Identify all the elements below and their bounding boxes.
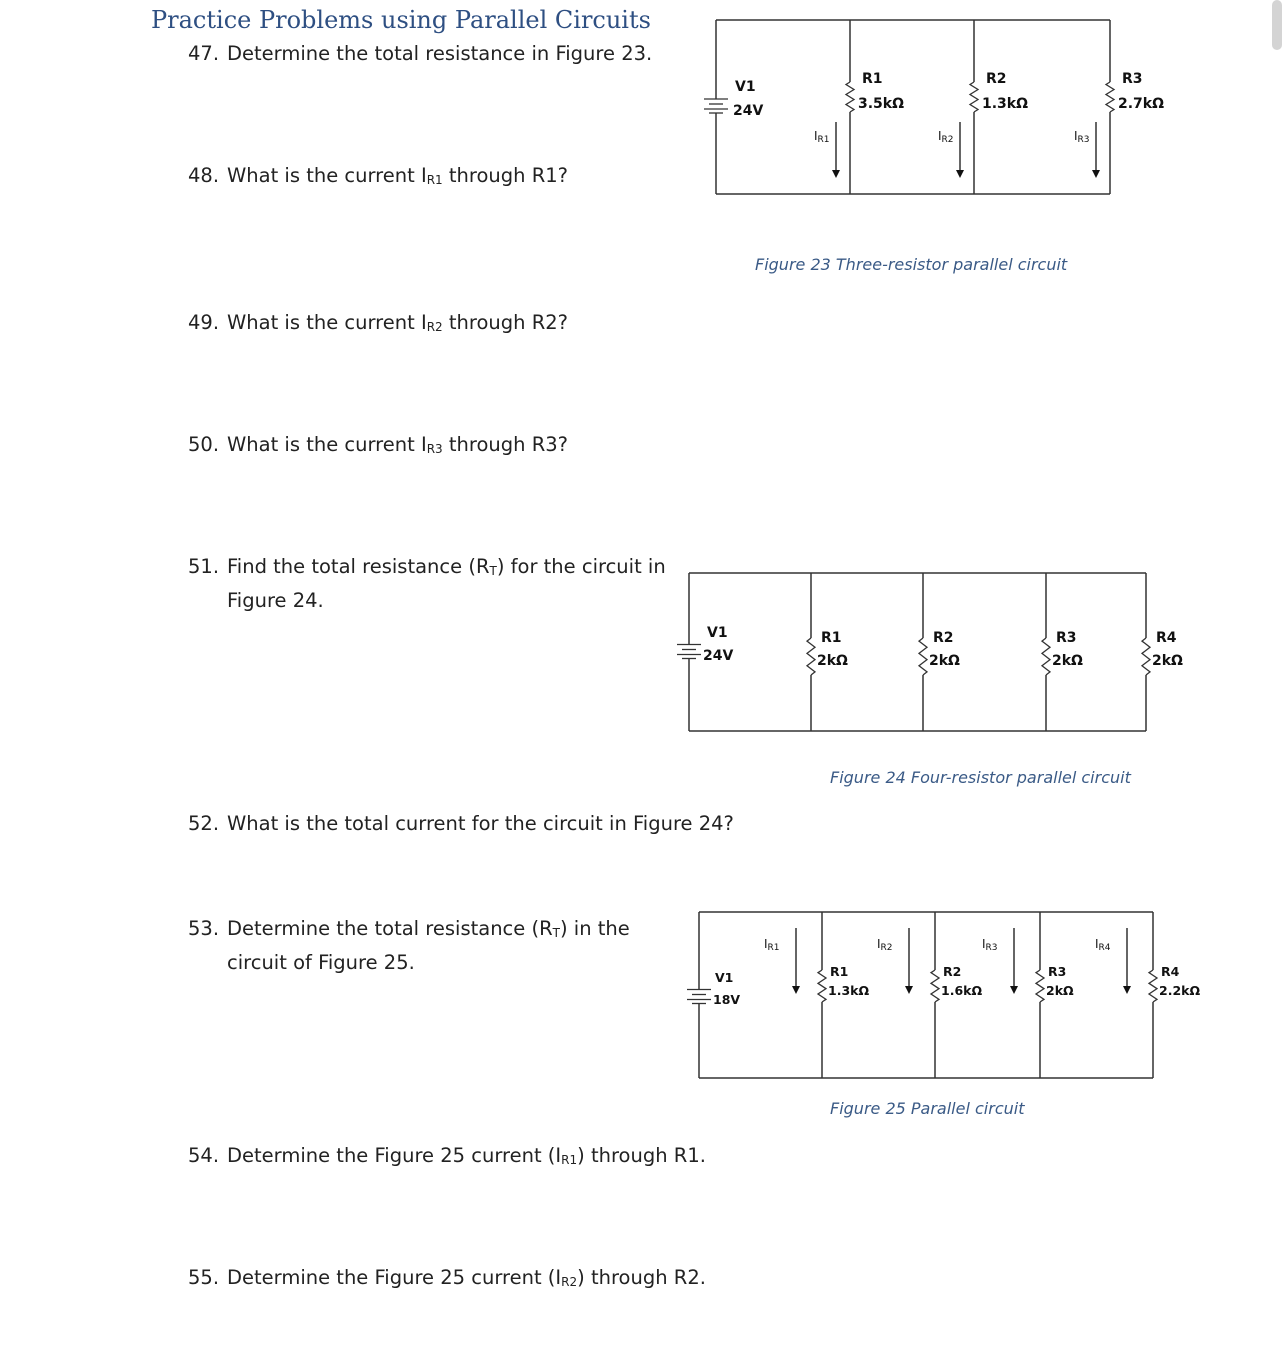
current-symbol: I [764,937,768,951]
resistor-name: R1 [862,71,883,87]
question-text: What is the current I [227,311,427,334]
current-symbol: I [938,129,942,143]
current-label [1074,129,1090,145]
question-text: What is the current I [227,433,427,456]
question-text: ) through R1. [577,1144,706,1167]
current-symbol: I [982,937,986,951]
current-label [938,129,954,145]
current-label [1095,937,1111,953]
subscript: R2 [561,1275,578,1289]
page-title: Practice Problems using Parallel Circuits [151,6,651,34]
subscript: R2 [426,320,443,334]
source-name: V1 [715,970,734,985]
resistor-value: 2kΩ [929,653,960,669]
figure-24-caption: Figure 24 Four-resistor parallel circuit [830,768,1131,787]
source-value: 24V [703,648,734,664]
question-text-line2: Figure 24. [227,589,324,612]
resistor-name: R2 [986,71,1007,87]
question-number: 55. [188,1266,220,1289]
question-text: What is the total current for the circuit in Figure 24? [227,812,734,835]
figure-24-circuit [677,573,1183,731]
current-label [814,129,830,145]
figure-23-circuit [704,20,1164,194]
question-text: ) for the circuit in [496,555,666,578]
source-value: 24V [733,103,764,119]
question-text: ) through R2. [577,1266,706,1289]
question-text: What is the current I [227,164,427,187]
subscript: R1 [561,1153,578,1167]
resistor-name: R1 [830,964,849,979]
subscript: R1 [426,173,443,187]
subscript: R3 [426,442,443,456]
current-label [877,937,893,953]
current-arrow-head [792,986,800,994]
current-subscript: R4 [1098,943,1111,953]
resistor-zigzag [1142,638,1150,675]
resistor-value: 2.2kΩ [1159,983,1201,998]
resistor-name: R1 [821,630,842,646]
current-symbol: I [1095,937,1099,951]
current-arrow-head [832,170,840,178]
question-number: 48. [188,164,220,187]
scrollbar[interactable] [1272,0,1282,50]
figure-25-caption: Figure 25 Parallel circuit [830,1099,1025,1118]
resistor-value: 3.5kΩ [858,96,905,112]
question-number: 47. [188,42,220,65]
question-text-line2: circuit of Figure 25. [227,951,415,974]
question-number: 52. [188,812,220,835]
resistor-zigzag [970,82,978,112]
current-symbol: I [814,129,818,143]
source-name: V1 [707,625,728,641]
question-number: 51. [188,555,220,578]
current-subscript: R3 [985,943,998,953]
question-text: Determine the Figure 25 current (I [227,1266,562,1289]
resistor-value: 2kΩ [1152,653,1183,669]
resistor-value: 2.7kΩ [1118,96,1165,112]
resistor-zigzag [807,638,815,675]
current-subscript: R3 [1077,135,1090,145]
current-subscript: R1 [767,943,780,953]
question-number: 50. [188,433,220,456]
question-number: 49. [188,311,220,334]
resistor-name: R4 [1161,964,1180,979]
subscript: T [552,926,560,940]
resistor-name: R2 [933,630,954,646]
resistor-zigzag [931,970,939,1002]
resistor-value: 2kΩ [1052,653,1083,669]
question-text: through R3? [442,433,569,456]
resistor-value: 2kΩ [817,653,848,669]
resistor-zigzag [1149,970,1157,1002]
current-symbol: I [1074,129,1078,143]
source-name: V1 [735,79,756,95]
current-subscript: R2 [880,943,893,953]
question-text: ) in the [559,917,630,940]
current-symbol: I [877,937,881,951]
resistor-zigzag [919,638,927,675]
resistor-zigzag [1106,82,1114,112]
current-subscript: R2 [941,135,954,145]
resistor-value: 2kΩ [1046,983,1074,998]
question-text: through R2? [442,311,569,334]
current-arrow-head [956,170,964,178]
figure-23-caption: Figure 23 Three-resistor parallel circuit [755,255,1068,274]
resistor-value: 1.3kΩ [828,983,870,998]
question-text: Determine the Figure 25 current (I [227,1144,562,1167]
resistor-zigzag [1036,970,1044,1002]
resistor-name: R3 [1048,964,1067,979]
question-number: 53. [188,917,220,940]
question-text: Find the total resistance (R [227,555,490,578]
current-arrow-head [1123,986,1131,994]
current-arrow-head [1010,986,1018,994]
current-label [982,937,998,953]
resistor-zigzag [1042,638,1050,675]
resistor-value: 1.6kΩ [941,983,983,998]
question-number: 54. [188,1144,220,1167]
resistor-name: R3 [1122,71,1143,87]
resistor-name: R2 [943,964,962,979]
current-arrow-head [905,986,913,994]
question-text: through R1? [442,164,569,187]
resistor-name: R4 [1156,630,1177,646]
figure-25-circuit [687,912,1200,1078]
subscript: T [489,564,497,578]
question-text: Determine the total resistance in Figure 23. [227,42,653,65]
current-subscript: R1 [817,135,830,145]
resistor-name: R3 [1056,630,1077,646]
resistor-zigzag [846,82,854,112]
source-value: 18V [713,992,741,1007]
question-text: Determine the total resistance (R [227,917,553,940]
current-arrow-head [1092,170,1100,178]
resistor-zigzag [818,970,826,1002]
current-label [764,937,780,953]
resistor-value: 1.3kΩ [982,96,1029,112]
